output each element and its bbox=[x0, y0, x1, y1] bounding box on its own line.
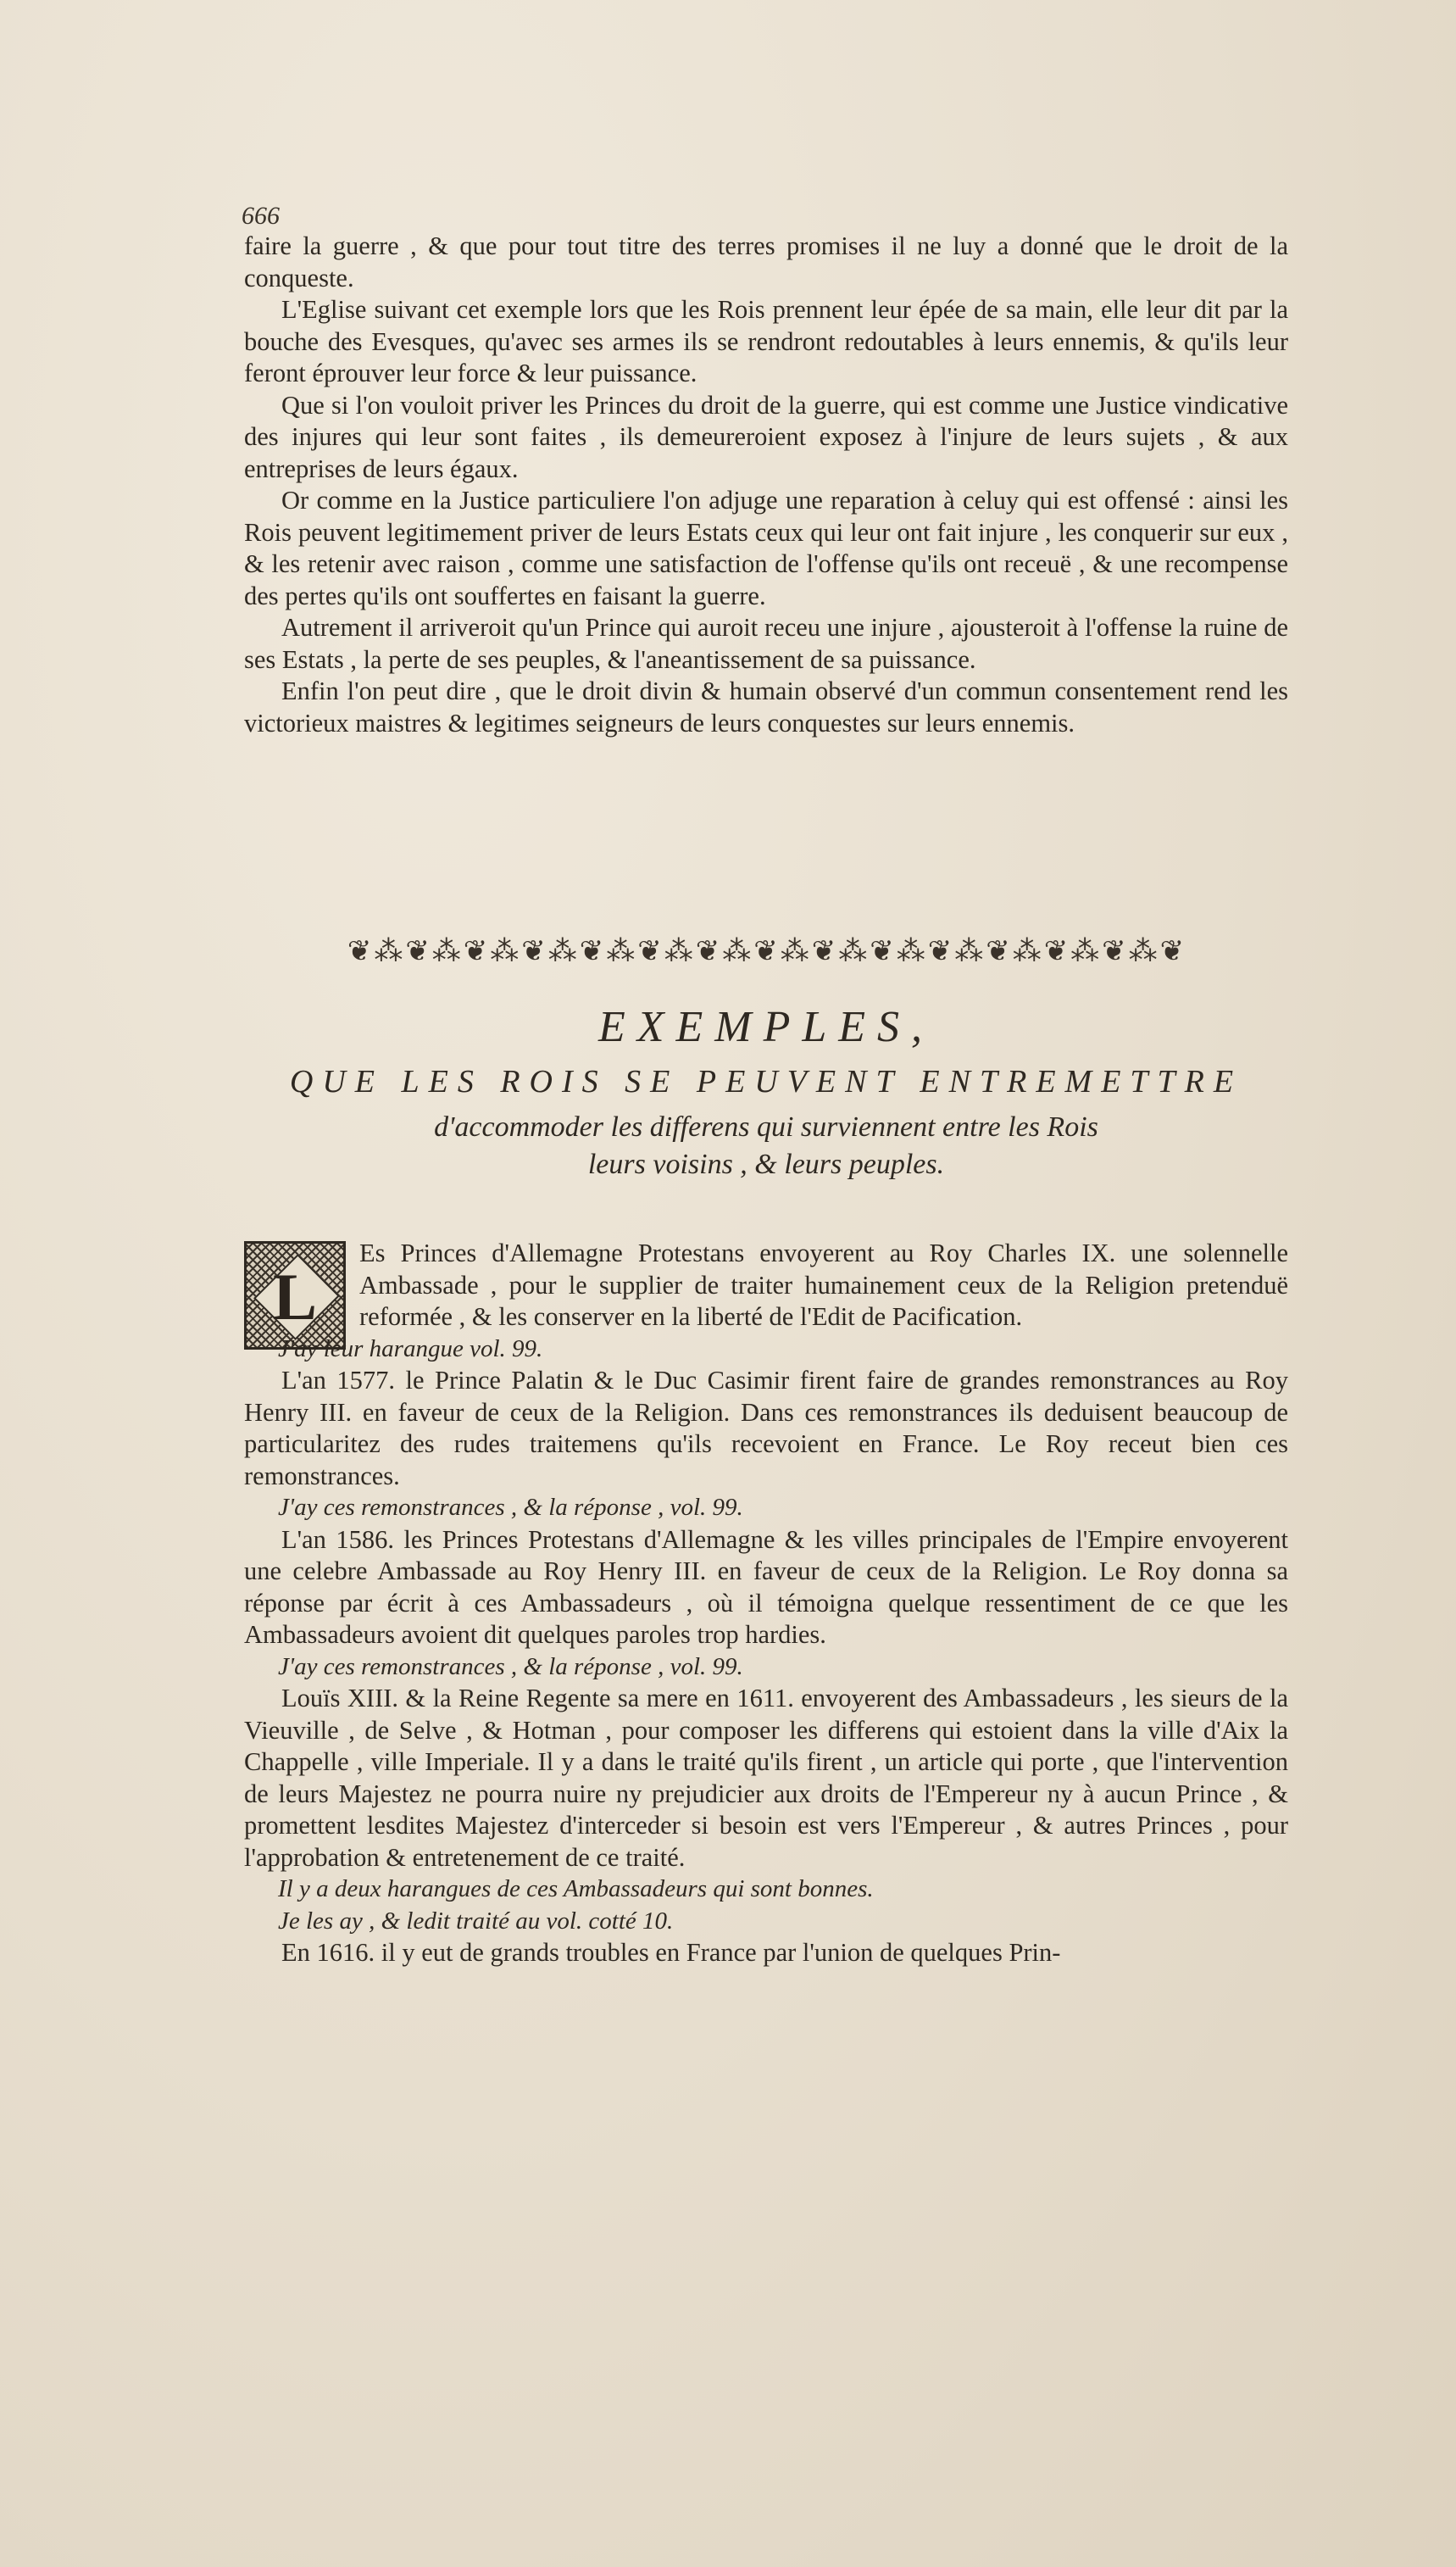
opening-paragraph: Es Princes d'Allemagne Protestans envoyerent au Roy Charles IX. une solennelle Ambassade , pour le supplier de traiter humainement ceux de la Religion pretenduë reformée , & les conserver en la liberté de l'Edit de Pacification. bbox=[359, 1239, 1288, 1331]
marginal-note: Je les ay , & ledit traité au vol. cotté 10. bbox=[278, 1907, 674, 1935]
text-block-lower bbox=[244, 1238, 1288, 1969]
marginal-note: Il y a deux harangues de ces Ambassadeurs qui sont bonnes. bbox=[278, 1875, 874, 1902]
paragraph: Louïs XIII. & la Reine Regente sa mere en 1611. envoyerent des Ambassadeurs , les sieurs de la Vieuville , de Selve , & Hotman , pour composer les differens qui estoient dans la ville d'Aix la Chappelle , ville Imperiale. Il y a dans le traité qu'ils firent , un article qui porte , que l'intervention de leurs Majestez ne pourra nuire ny prejudicier aux droits de l'Empereur ny à aucun Prince , & promettent lesdites Majestez d'interceder si besoin est vers l'Empereur , & autres Princes , pour l'approbation & entretenement de ce traité. bbox=[244, 1684, 1288, 1872]
paragraph: L'Eglise suivant cet exemple lors que les Rois prennent leur épée de sa main, elle leur dit par la bouche des Evesques, qu'avec ses armes ils se rendront redoutables à leurs ennemis, & qu'ils leur feront éprouver leur force & leur puissance. bbox=[244, 295, 1288, 387]
paragraph: Autrement il arriveroit qu'un Prince qui auroit receu une injure , ajousteroit à l'offense la ruine de ses Estats , la perte de ses peuples, & l'aneantissement de sa puissance. bbox=[244, 613, 1288, 674]
marginal-note: J'ay ces remonstrances , & la réponse , vol. 99. bbox=[278, 1652, 743, 1680]
paragraph: En 1616. il y eut de grands troubles en France par l'union de quelques Prin- bbox=[281, 1938, 1061, 1967]
paragraph: Or comme en la Justice particuliere l'on adjuge une reparation à celuy qui est offensé : ainsi les Rois peuvent legitimement priver de leurs Estats ceux qui leur ont fait injure , les conquerir sur eux , & les retenir avec raison , comme une satisfaction de l'offense qu'ils ont receuë , & une recompense des pertes qu'ils ont souffertes en faisant la guerre. bbox=[244, 486, 1288, 610]
paragraph: faire la guerre , & que pour tout titre des terres promises il ne luy a donné que le droit de la conqueste. bbox=[244, 231, 1288, 292]
paragraph: Enfin l'on peut dire , que le droit divin & humain observé d'un commun consentement rend les victorieux maistres & legitimes seigneurs de leurs conquestes sur leurs ennemis. bbox=[244, 677, 1288, 738]
paragraph: Que si l'on vouloit priver les Princes du droit de la guerre, qui est comme une Justice vindicative des injures qui leur sont faites , ils demeureroient exposez à l'injure de leurs sujets , & aux entreprises de leurs égaux. bbox=[244, 390, 1288, 483]
paragraph: L'an 1586. les Princes Protestans d'Allemagne & les villes principales de l'Empire envoyerent une celebre Ambassade au Roy Henry III. en faveur de ceux de la Religion. Le Roy donna sa réponse par écrit à ces Ambassadeurs , où il témoigna quelque ressentiment de ce que les Ambassadeurs avoient dit quelques paroles trop hardies. bbox=[244, 1524, 1288, 1649]
paragraph: L'an 1577. le Prince Palatin & le Duc Casimir firent faire de grandes remonstrances au Roy Henry III. en faveur de ceux de la Religion. Dans ces remonstrances ils deduisent beaucoup de particularitez des rudes traitemens qu'ils recevoient en France. Le Roy receut bien ces remonstrances. bbox=[244, 1366, 1288, 1490]
marginal-note: J'ay ces remonstrances , & la réponse , vol. 99. bbox=[278, 1494, 743, 1521]
initial-letter: L bbox=[272, 1260, 318, 1334]
section-subtitle-line-3: leurs voisins , & leurs peuples. bbox=[587, 1149, 945, 1180]
section-subtitle-line-2: d'accommoder les differens qui surviennent entre les Rois bbox=[434, 1111, 1098, 1143]
marginal-note: J'ay leur harangue vol. 99. bbox=[278, 1334, 543, 1362]
page-number: 666 bbox=[242, 202, 280, 230]
text-block-upper bbox=[244, 231, 1288, 739]
ornamental-divider: ❦⁂❦⁂❦⁂❦⁂❦⁂❦⁂❦⁂❦⁂❦⁂❦⁂❦⁂❦⁂❦⁂❦⁂❦ bbox=[347, 934, 1187, 968]
section-subtitle: QUE LES ROIS SE PEUVENT ENTREMETTRE bbox=[289, 1064, 1243, 1100]
section-title: EXEMPLES, bbox=[597, 1003, 935, 1051]
